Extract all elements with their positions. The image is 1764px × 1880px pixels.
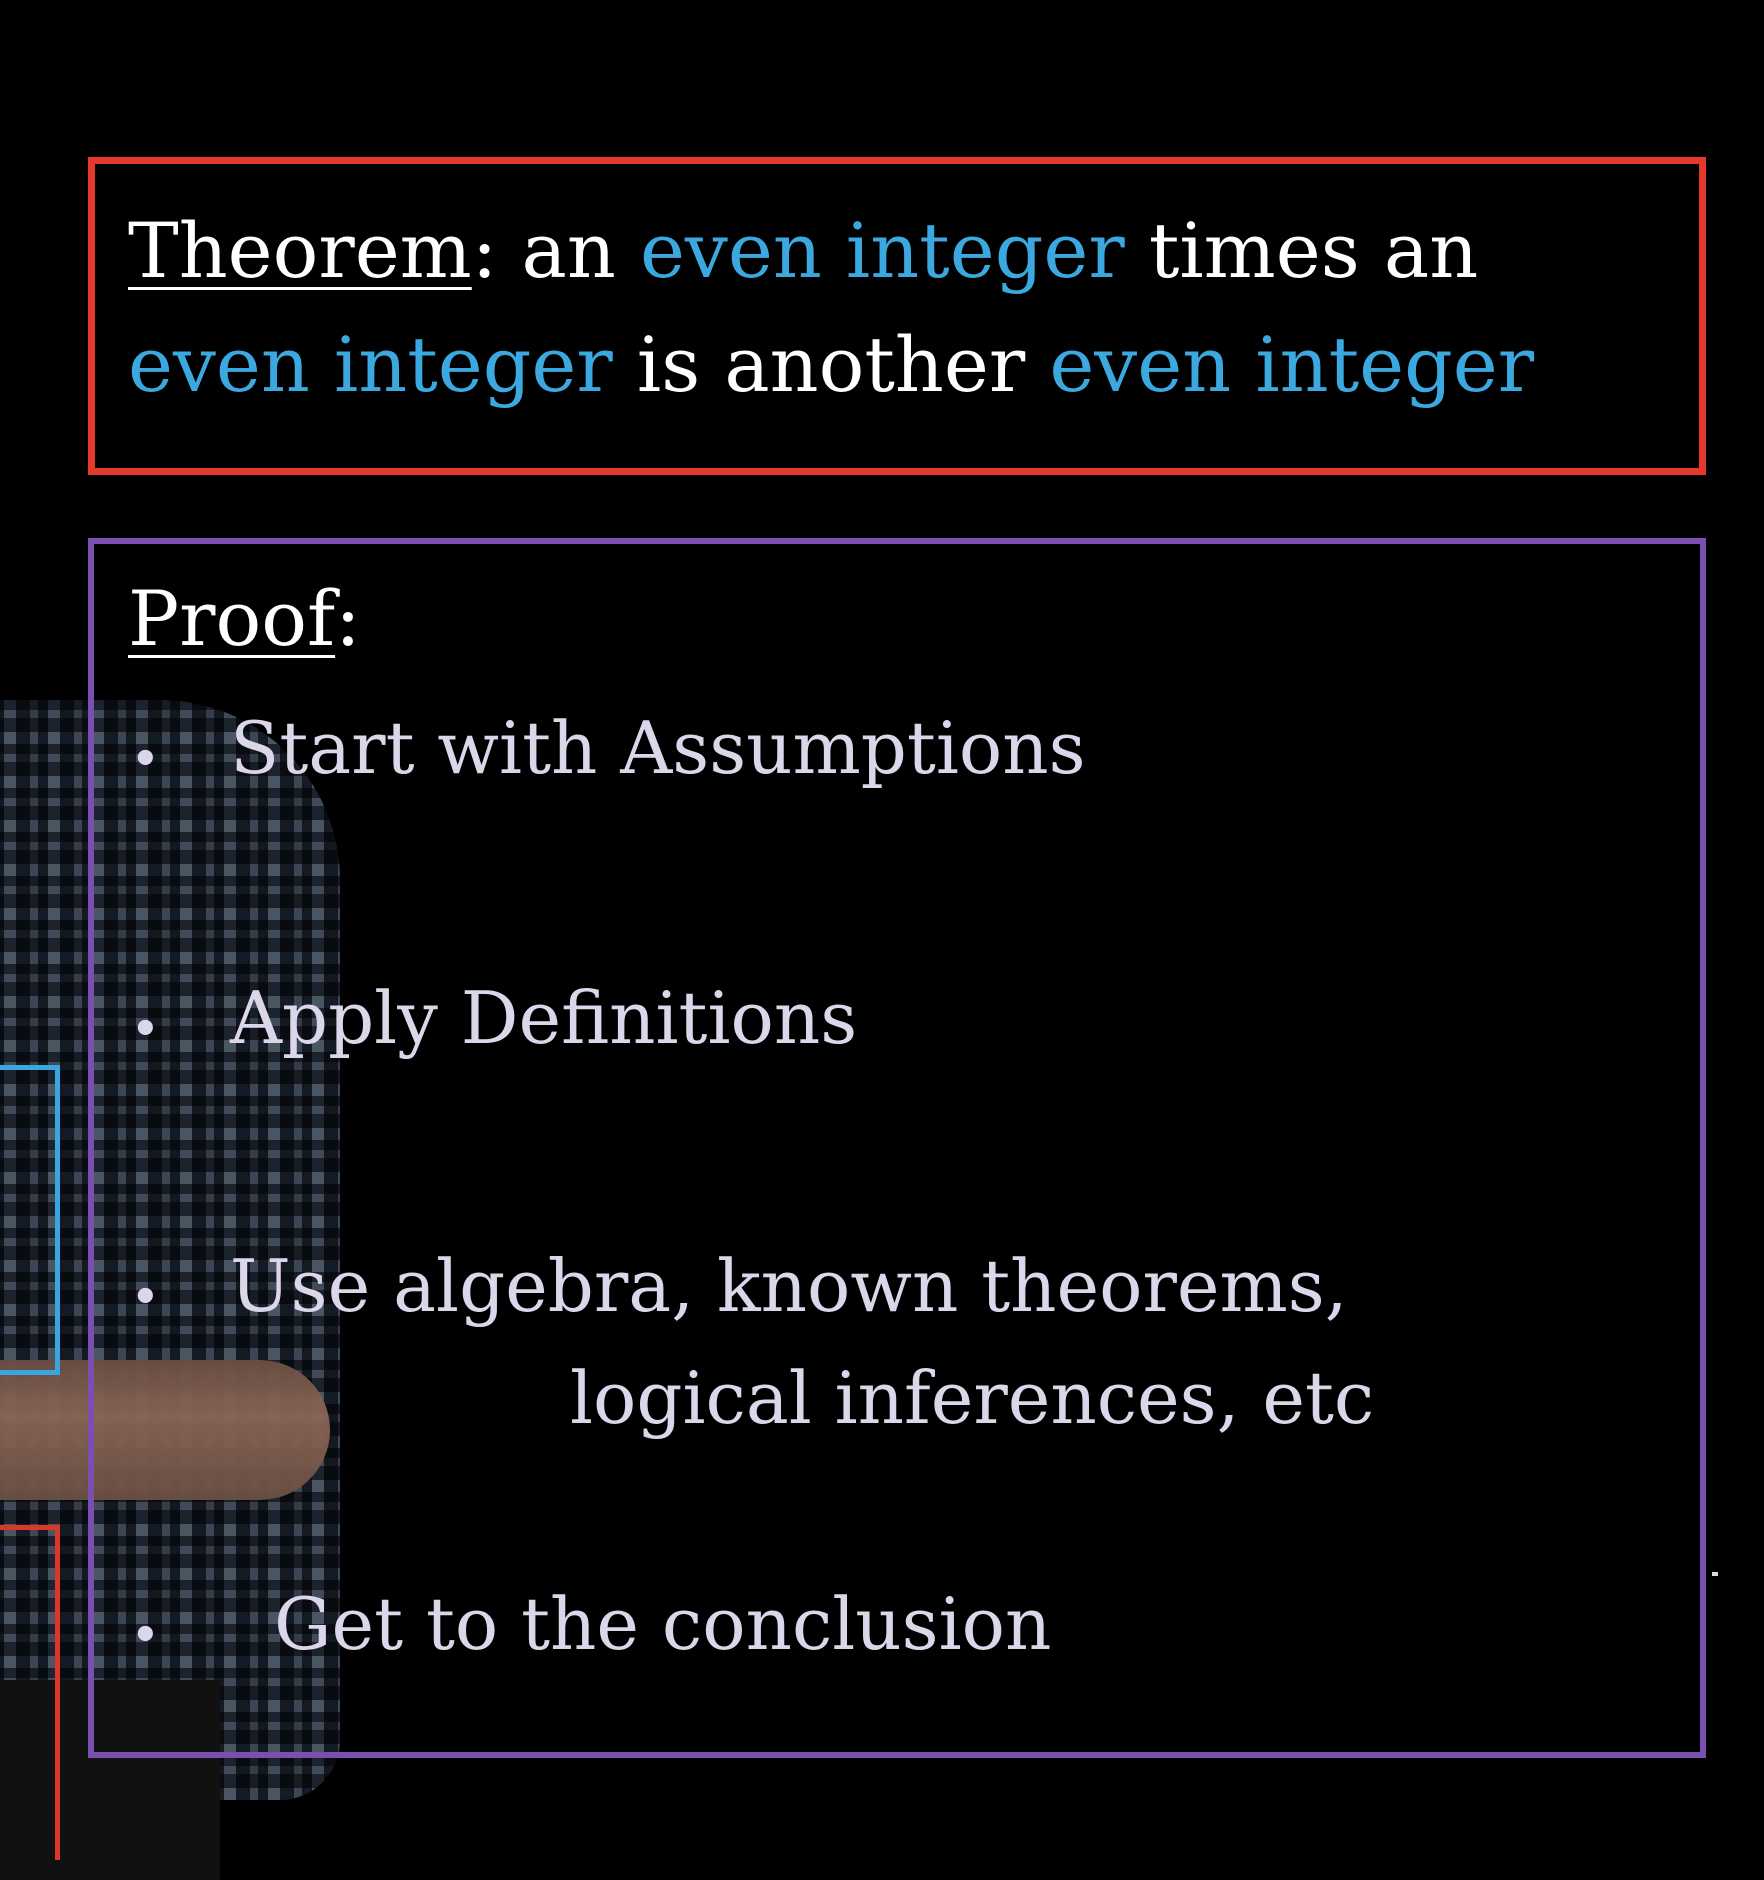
offscreen-blue-box-edge bbox=[0, 1065, 60, 1375]
theorem-label: Theorem bbox=[128, 206, 472, 295]
theorem-colon: : bbox=[471, 206, 498, 295]
proof-step-4: Get to the conclusion bbox=[274, 1582, 1052, 1666]
proof-colon: : bbox=[335, 574, 361, 663]
bullet-2: • bbox=[130, 1000, 161, 1060]
theorem-box bbox=[88, 157, 1706, 475]
theorem-text-2: times an bbox=[1124, 206, 1479, 295]
bullet-1: • bbox=[130, 730, 161, 790]
proof-step-1: Start with Assumptions bbox=[230, 706, 1086, 790]
proof-label: Proof bbox=[128, 574, 336, 663]
theorem-highlight-2: even integer bbox=[128, 320, 613, 409]
proof-step-3: Use algebra, known theorems, bbox=[230, 1244, 1348, 1328]
edge-speck bbox=[1712, 1572, 1718, 1576]
theorem-text-3: is another bbox=[612, 320, 1050, 409]
proof-title bbox=[128, 574, 361, 663]
theorem-highlight-3: even integer bbox=[1049, 320, 1535, 409]
bullet-4: • bbox=[130, 1606, 161, 1666]
theorem-text-1: an bbox=[497, 206, 640, 295]
proof-step-2: Apply Definitions bbox=[230, 976, 858, 1060]
proof-box bbox=[88, 538, 1706, 1758]
theorem-statement bbox=[128, 194, 1628, 422]
proof-step-3-continuation: logical inferences, etc bbox=[570, 1356, 1375, 1440]
bullet-3: • bbox=[130, 1268, 161, 1328]
offscreen-red-box-edge bbox=[0, 1525, 60, 1860]
theorem-highlight-1: even integer bbox=[639, 206, 1125, 295]
